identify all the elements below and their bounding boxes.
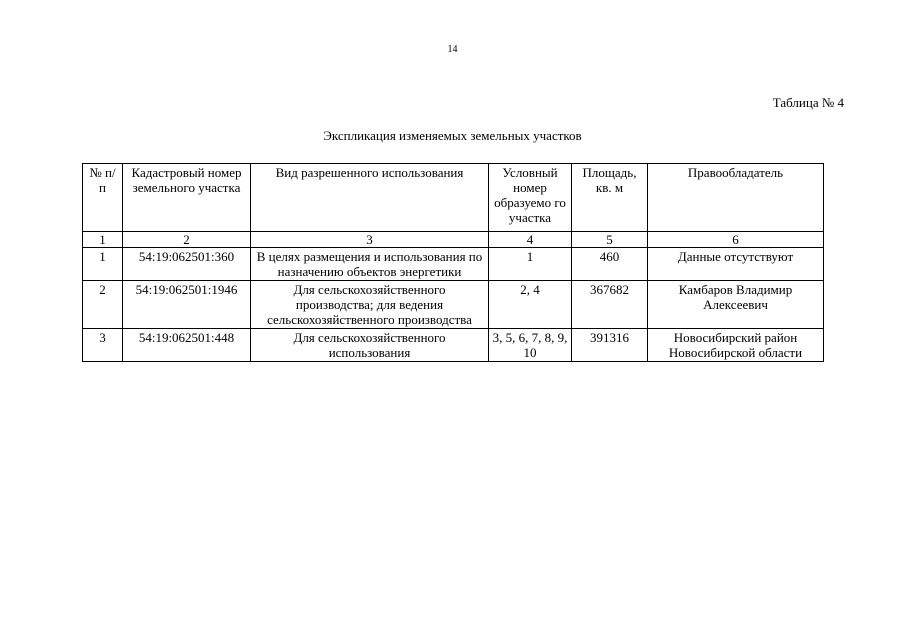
column-number-row (83, 232, 824, 248)
row-usage: Для сельскохозяйственного производства; для ведения сельскохозяйственного производства (251, 281, 489, 329)
row-cadastral: 54:19:062501:1946 (123, 281, 251, 329)
row-cond-number: 1 (489, 248, 572, 281)
header-num: № п/п (83, 164, 123, 232)
row-cadastral: 54:19:062501:448 (123, 329, 251, 362)
column-number: 4 (489, 232, 572, 248)
header-usage: Вид разрешенного использования (251, 164, 489, 232)
row-owner: Камбаров Владимир Алексеевич (648, 281, 824, 329)
column-number: 2 (123, 232, 251, 248)
header-area: Площадь, кв. м (572, 164, 648, 232)
table-row (83, 248, 824, 281)
header-owner: Правообладатель (648, 164, 824, 232)
table-header-row (83, 164, 824, 232)
row-area: 367682 (572, 281, 648, 329)
row-area: 460 (572, 248, 648, 281)
row-cond-number: 2, 4 (489, 281, 572, 329)
table-label: Таблица № 4 (772, 95, 844, 110)
row-usage: В целях размещения и использования по назначению объектов энергетики (251, 248, 489, 281)
header-cadastral: Кадастровый номер земельного участка (123, 164, 251, 232)
page-number: 14 (447, 44, 458, 55)
row-cadastral: 54:19:062501:360 (123, 248, 251, 281)
row-num: 3 (83, 329, 123, 362)
table-caption: Экспликация изменяемых земельных участков (323, 128, 582, 143)
row-usage: Для сельскохозяйственного использования (251, 329, 489, 362)
table-row (83, 281, 824, 329)
row-num: 1 (83, 248, 123, 281)
column-number: 5 (572, 232, 648, 248)
row-cond-number: 3, 5, 6, 7, 8, 9, 10 (489, 329, 572, 362)
explication-table (82, 163, 824, 362)
row-area: 391316 (572, 329, 648, 362)
column-number: 3 (251, 232, 489, 248)
table-row (83, 329, 824, 362)
row-owner: Новосибирский район Новосибирской области (648, 329, 824, 362)
column-number: 1 (83, 232, 123, 248)
header-cond-number: Условный номер образуемо го участка (489, 164, 572, 232)
row-owner: Данные отсутствуют (648, 248, 824, 281)
row-num: 2 (83, 281, 123, 329)
column-number: 6 (648, 232, 824, 248)
